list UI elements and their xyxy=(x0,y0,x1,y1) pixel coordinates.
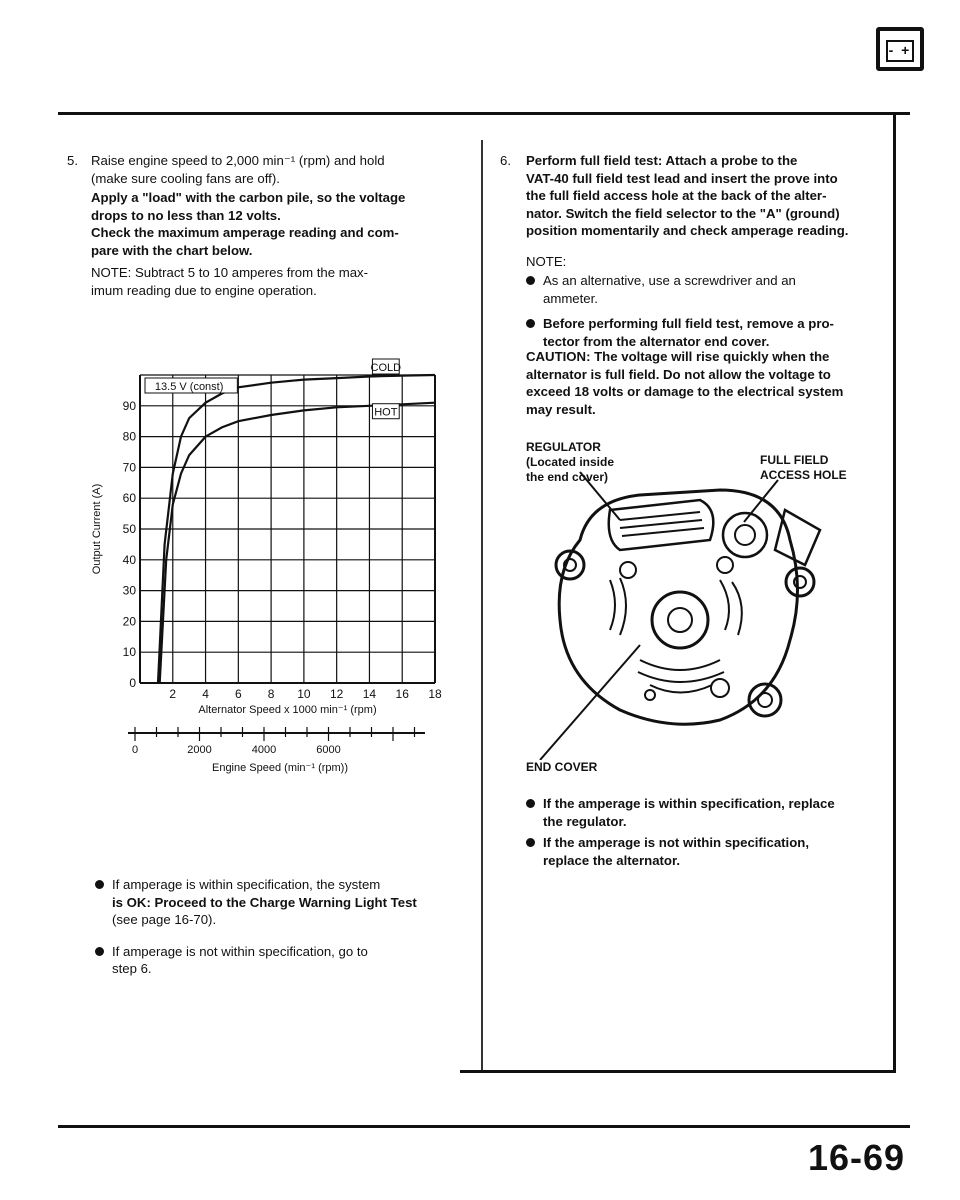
bullet-text-line: the regulator. xyxy=(543,813,627,829)
step-6-text xyxy=(526,152,886,240)
access-label-line: FULL FIELD xyxy=(760,453,829,467)
bullet-text-line: As an alternative, use a screwdriver and an xyxy=(543,273,796,288)
note-bullet xyxy=(543,315,886,350)
caution-block xyxy=(526,348,886,418)
frame-right-rule xyxy=(893,112,896,1072)
x-tick-label: 16 xyxy=(395,687,409,701)
bullet-text-line: (see page 16-70). xyxy=(112,912,217,927)
mounting-hole-right xyxy=(794,576,806,588)
caution-line: exceed 18 volts or damage to the electrical system xyxy=(526,384,844,399)
bullet-text-line: If amperage is not within specification, go to xyxy=(112,943,368,959)
bullet-icon xyxy=(526,276,535,285)
bullet-icon xyxy=(526,838,535,847)
step-line: nator. Switch the field selector to the "A" (ground) xyxy=(526,205,840,221)
y-tick-label: 50 xyxy=(122,522,136,536)
engine-speed-tick-label: 6000 xyxy=(316,744,341,756)
step-line: Check the maximum amperage reading and com- xyxy=(91,225,399,240)
battery-icon: - + xyxy=(886,40,914,62)
step-line: Raise engine speed to 2,000 min⁻¹ (rpm) and hold xyxy=(91,153,385,168)
x-tick-label: 12 xyxy=(329,687,344,701)
series-label-hot: HOT xyxy=(374,406,398,419)
bullet-icon xyxy=(526,799,535,808)
result-bullet xyxy=(543,834,903,869)
regulator-label-line: REGULATOR xyxy=(526,440,601,454)
top-rule xyxy=(58,112,910,115)
series-line-hot xyxy=(160,403,435,683)
y-axis-label: Output Current (A) xyxy=(91,483,103,575)
regulator-label-line: the end cover) xyxy=(526,470,609,484)
step-line: position momentarily and check amperage reading. xyxy=(526,223,849,238)
step-line: Perform full field test: Attach a probe to the xyxy=(526,153,798,168)
frame-bottom-rule xyxy=(460,1070,896,1073)
alternator-diagram xyxy=(520,470,840,760)
step-line: the full field access hole at the back of the alter- xyxy=(526,188,827,203)
bullet-icon xyxy=(95,947,104,956)
step-line: Apply a "load" with the carbon pile, so the voltage xyxy=(91,190,406,205)
access-leader-line xyxy=(744,480,778,522)
bullet-text-line: ammeter. xyxy=(543,290,598,306)
step-line: VAT-40 full field test lead and insert the prove into xyxy=(526,170,838,186)
bullet-icon xyxy=(526,319,535,328)
caution-line: may result. xyxy=(526,401,596,417)
column-divider xyxy=(481,140,483,1070)
note-label: NOTE: xyxy=(526,254,567,269)
y-tick-label: 60 xyxy=(122,491,136,506)
step-6-number: 6. xyxy=(500,153,511,168)
mounting-boss-right xyxy=(786,568,814,596)
bullet-text-line: Before performing full field test, remove a pro- xyxy=(543,316,834,331)
center-hub xyxy=(652,592,708,648)
y-tick-label: 0 xyxy=(129,676,136,690)
step-5-text xyxy=(91,152,461,259)
mounting-hole-bottom xyxy=(758,693,772,707)
result-bullet xyxy=(112,943,462,978)
step-line: drops to no less than 12 volts. xyxy=(91,207,281,223)
step-6-results xyxy=(526,795,903,873)
bullet-text-line: replace the alternator. xyxy=(543,852,681,868)
caution-line: alternator is full field. Do not allow the voltage to xyxy=(526,366,831,382)
bullet-text-line: If the amperage is within specification, replace xyxy=(543,796,835,811)
bottom-rule xyxy=(58,1125,910,1128)
bullet-text-line: tector from the alternator end cover. xyxy=(543,333,770,349)
series-label-cold: COLD xyxy=(370,362,402,374)
step-5-note xyxy=(91,264,461,299)
y-tick-label: 40 xyxy=(122,552,136,567)
bullet-icon xyxy=(95,880,104,889)
regulator-label-line: (Located inside xyxy=(526,455,615,469)
y-tick-label: 10 xyxy=(122,645,136,660)
y-tick-label: 70 xyxy=(122,460,136,475)
bullet-text-line: If amperage is within specification, the system xyxy=(112,877,381,892)
caution-line: CAUTION: The voltage will rise quickly when the xyxy=(526,349,830,364)
end-cover-leader-line xyxy=(540,645,640,760)
step-6-notes xyxy=(526,272,886,358)
x-tick-label: 8 xyxy=(267,687,275,701)
bullet-text-line: step 6. xyxy=(112,961,152,976)
engine-speed-label: Engine Speed (min⁻¹ (rpm)) xyxy=(211,762,349,774)
note-bullet xyxy=(543,272,886,307)
y-tick-label: 90 xyxy=(122,398,136,413)
x-tick-label: 10 xyxy=(297,687,311,701)
regulator-leader-line xyxy=(580,472,620,520)
step-line: pare with the chart below. xyxy=(91,242,253,258)
step-5-results xyxy=(112,876,462,992)
result-bullet xyxy=(543,795,903,830)
x-tick-label: 6 xyxy=(234,687,242,701)
x-axis-label: Alternator Speed x 1000 min⁻¹ (rpm) xyxy=(198,704,377,716)
note-line: imum reading due to engine operation. xyxy=(91,282,317,298)
access-label-line: ACCESS HOLE xyxy=(760,468,847,482)
engine-speed-tick-label: 2000 xyxy=(187,744,212,756)
y-tick-label: 20 xyxy=(122,614,136,629)
output-current-chart xyxy=(80,355,460,775)
result-bullet xyxy=(112,876,462,929)
note-line: NOTE: Subtract 5 to 10 amperes from the max- xyxy=(91,265,369,280)
bullet-text-line: is OK: Proceed to the Charge Warning Light Test xyxy=(112,894,417,910)
page-number: 16-69 xyxy=(808,1137,906,1178)
voltage-annotation: 13.5 V (const) xyxy=(154,381,224,393)
x-tick-label: 2 xyxy=(169,687,177,701)
step-5-number: 5. xyxy=(67,153,78,168)
engine-speed-tick-label: 0 xyxy=(131,744,139,756)
connector-plug xyxy=(775,510,820,565)
step-line: (make sure cooling fans are off). xyxy=(91,170,280,186)
x-tick-label: 4 xyxy=(202,687,209,701)
engine-speed-tick-label: 4000 xyxy=(251,744,277,756)
bullet-text-line: If the amperage is not within specification, xyxy=(543,835,809,850)
end-cover-label: END COVER xyxy=(526,760,598,774)
x-tick-label: 18 xyxy=(428,687,442,701)
y-tick-label: 30 xyxy=(122,583,136,598)
x-tick-label: 14 xyxy=(362,687,377,701)
y-tick-label: 80 xyxy=(122,429,136,444)
